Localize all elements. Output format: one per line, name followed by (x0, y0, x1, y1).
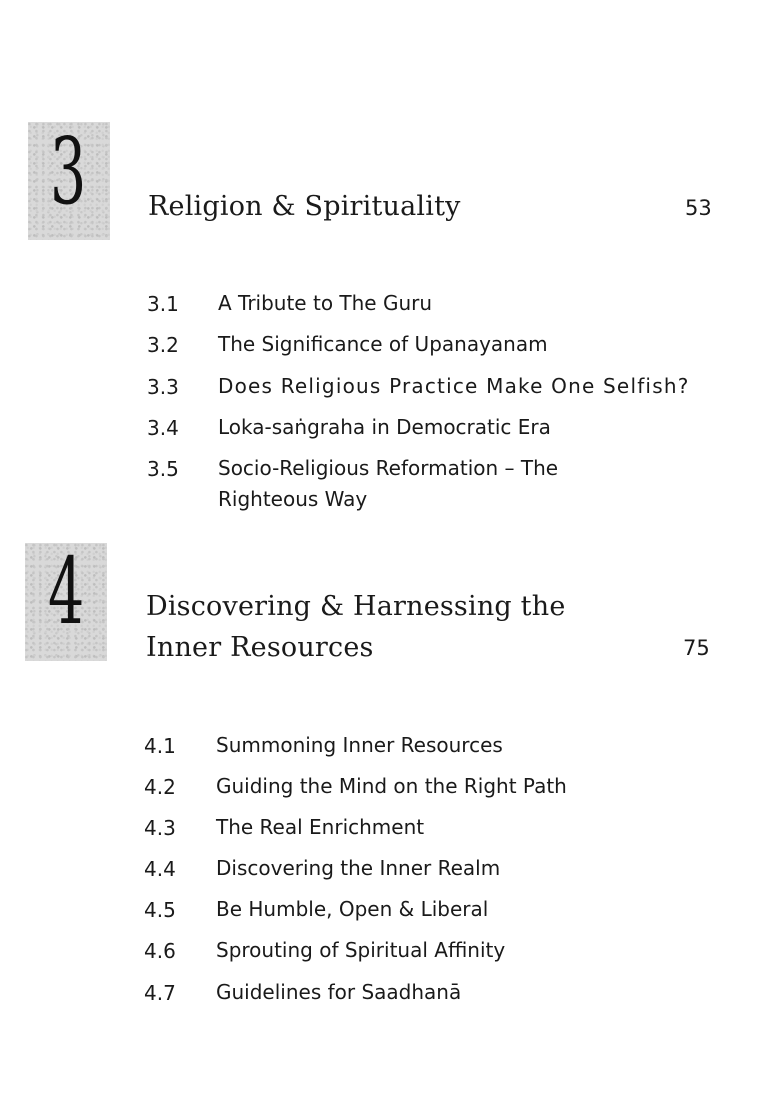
section-4-1-title[interactable]: Summoning Inner Resources (216, 733, 503, 757)
section-3-3-number: 3.3 (147, 375, 179, 399)
chapter-4-number: 4 (48, 538, 85, 645)
section-4-2-number: 4.2 (144, 775, 176, 799)
section-3-4-number: 3.4 (147, 416, 179, 440)
chapter-4-title-line1[interactable]: Discovering & Harnessing the (146, 591, 566, 622)
section-4-1-number: 4.1 (144, 734, 176, 758)
section-4-4-title[interactable]: Discovering the Inner Realm (216, 856, 501, 880)
section-4-4-number: 4.4 (144, 857, 176, 881)
chapter-3-number: 3 (50, 118, 87, 225)
section-3-4-title[interactable]: Loka-saṅgraha in Democratic Era (218, 415, 551, 439)
section-4-5-title[interactable]: Be Humble, Open & Liberal (216, 897, 489, 921)
section-3-5-number: 3.5 (147, 457, 179, 481)
section-4-5-number: 4.5 (144, 898, 176, 922)
section-4-2-title[interactable]: Guiding the Mind on the Right Path (216, 774, 567, 798)
section-4-7-title[interactable]: Guidelines for Saadhanā (216, 980, 462, 1004)
chapter-4-title-line2[interactable]: Inner Resources (146, 632, 374, 663)
chapter-3-page-number: 53 (685, 196, 712, 220)
section-4-3-title[interactable]: The Real Enrichment (216, 815, 425, 839)
section-3-2-number: 3.2 (147, 333, 179, 357)
section-4-6-title[interactable]: Sprouting of Spiritual Affinity (216, 938, 506, 962)
section-3-1-title[interactable]: A Tribute to The Guru (218, 291, 433, 315)
section-3-2-title[interactable]: The Significance of Upanayanam (218, 332, 548, 356)
chapter-4-page-number: 75 (683, 636, 710, 660)
section-3-5-title-line1[interactable]: Socio-Religious Reformation – The (218, 456, 559, 480)
section-3-1-number: 3.1 (147, 292, 179, 316)
chapter-3-title[interactable]: Religion & Spirituality (148, 191, 461, 222)
section-3-3-title[interactable]: Does Religious Practice Make One Selfish? (218, 374, 690, 398)
section-3-5-title-line2[interactable]: Righteous Way (218, 487, 368, 511)
section-4-7-number: 4.7 (144, 981, 176, 1005)
section-4-3-number: 4.3 (144, 816, 176, 840)
section-4-6-number: 4.6 (144, 939, 176, 963)
